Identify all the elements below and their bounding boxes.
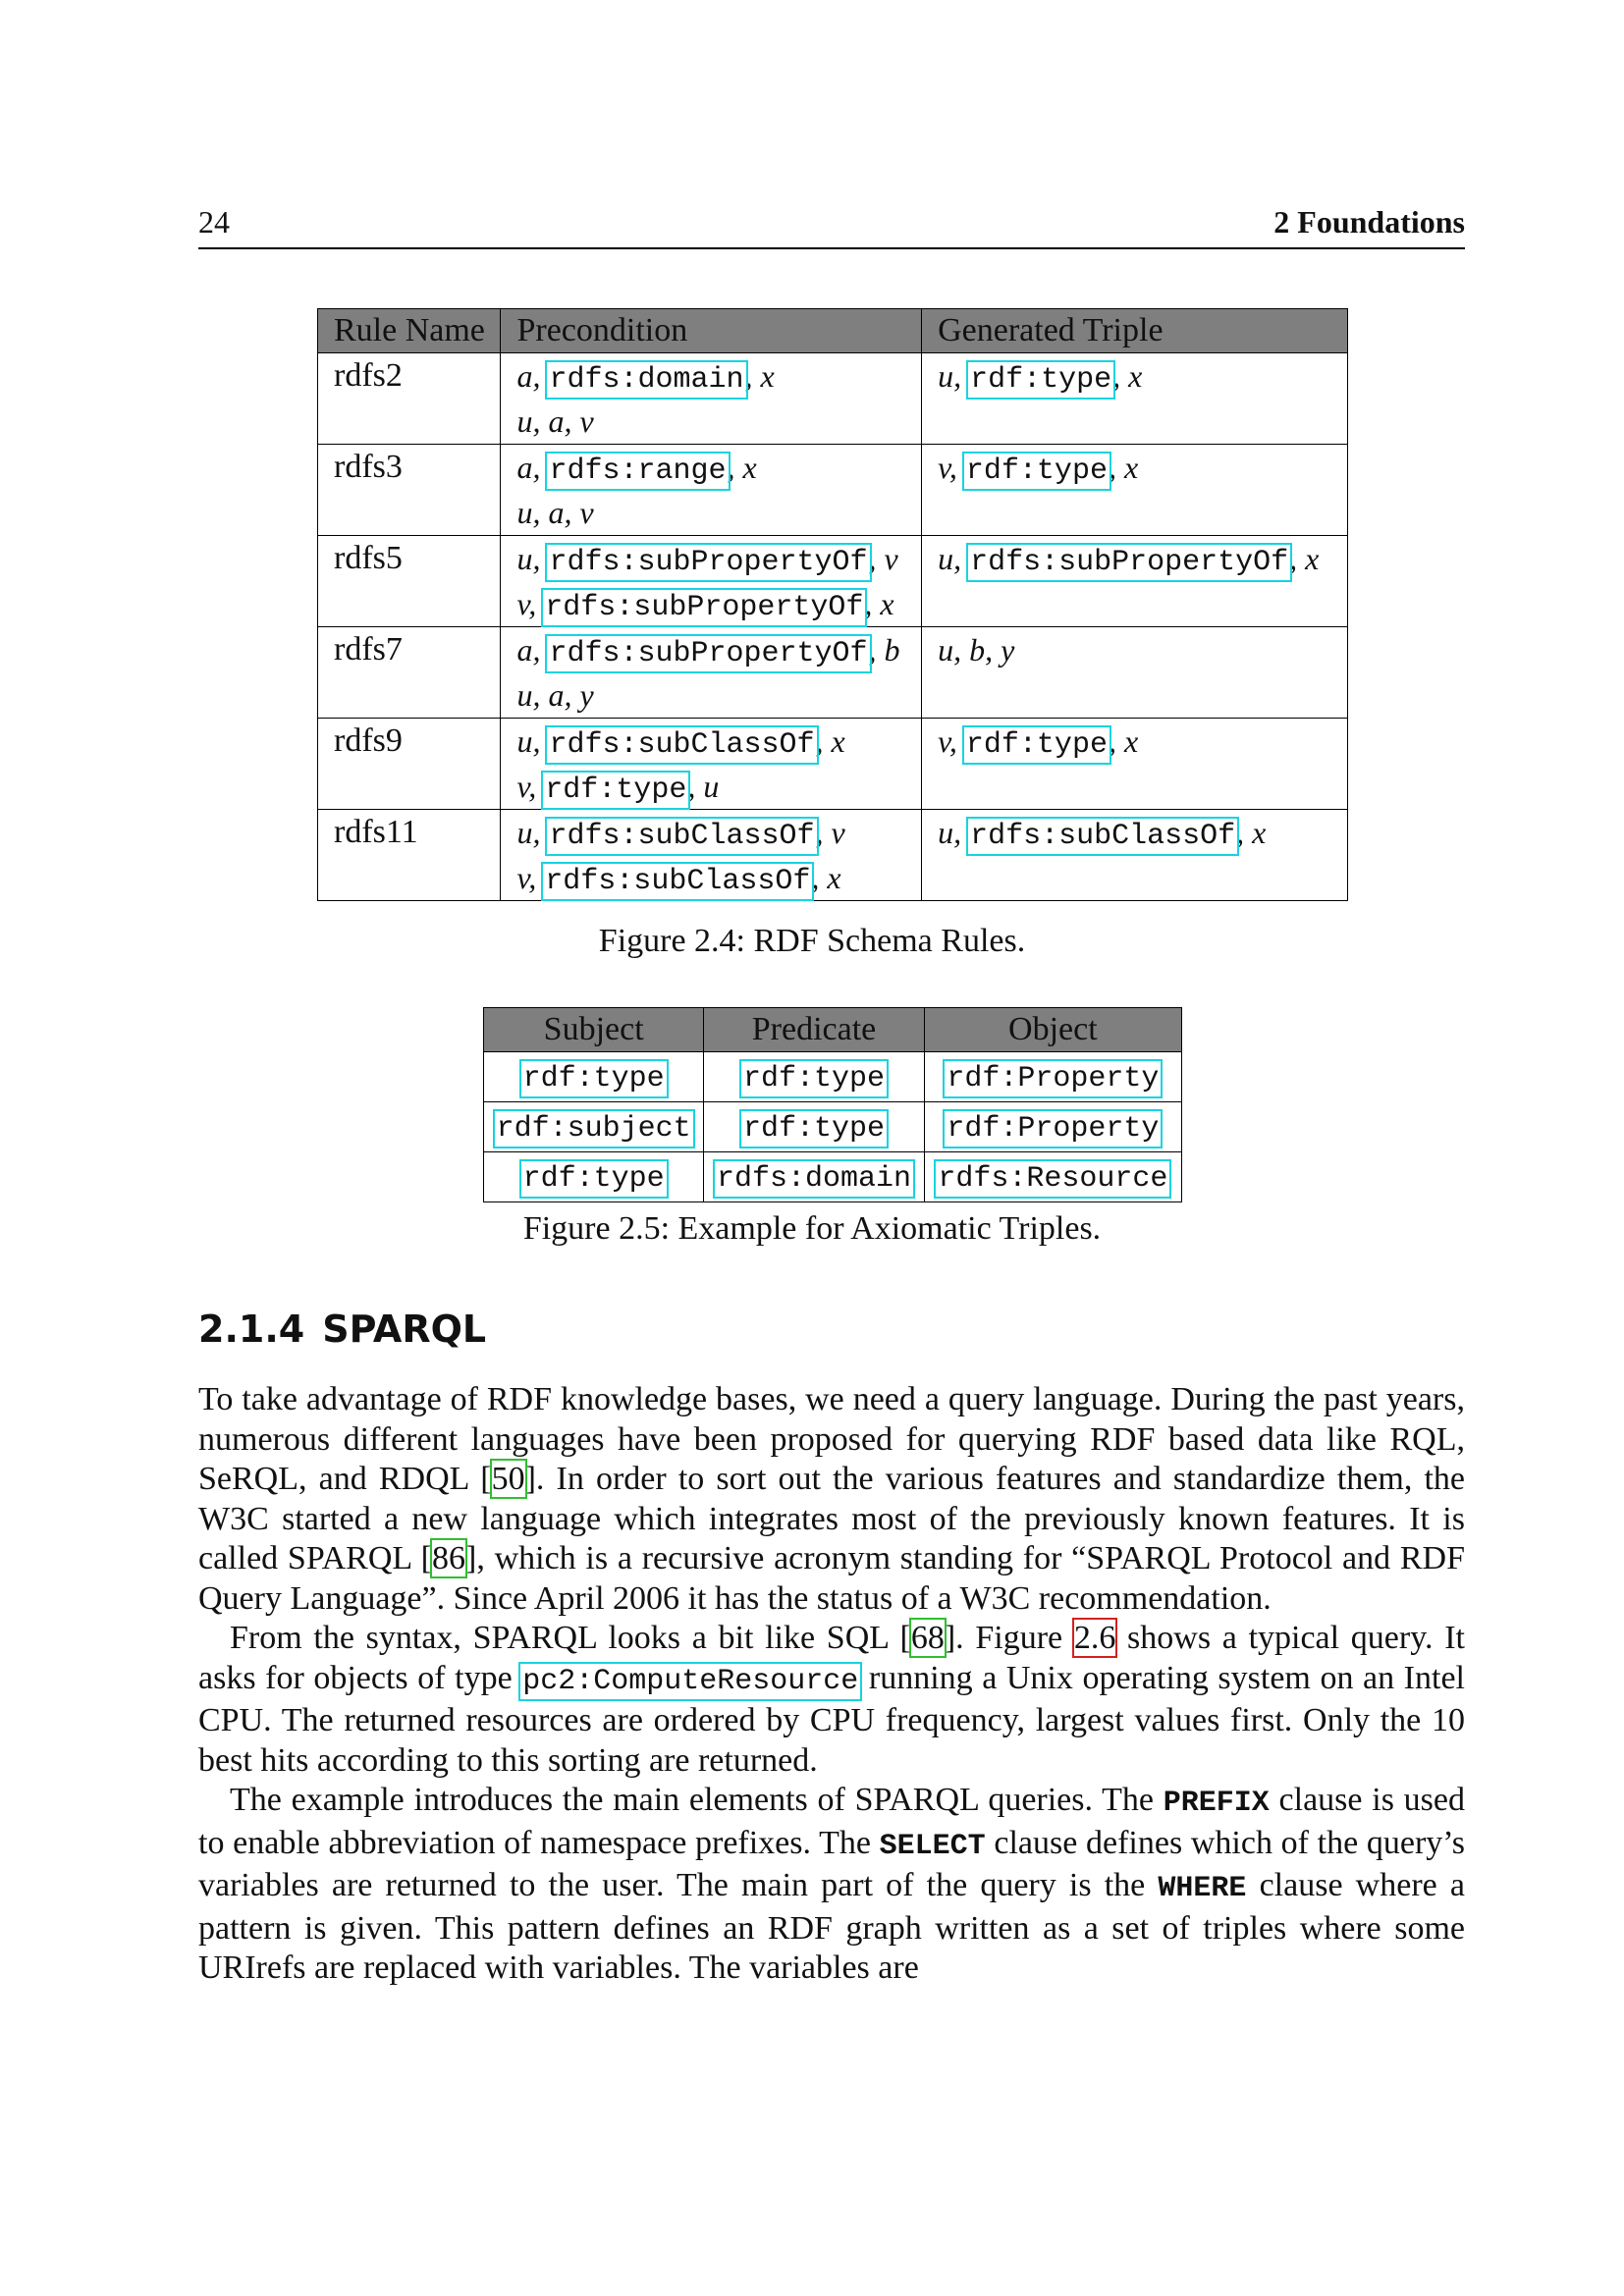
math-text: , x — [1236, 815, 1267, 850]
triple-line — [516, 445, 921, 490]
rule-name: rdfs11 — [334, 814, 418, 850]
triple-line — [938, 445, 1347, 490]
rule-name-cell — [318, 627, 501, 719]
table-header-row — [318, 309, 1348, 353]
table-cell — [924, 1152, 1181, 1202]
rule-name: rdfs9 — [334, 722, 403, 759]
math-text: , v — [868, 541, 898, 576]
text-run: clause is used to enable abbreviation of namespace prefixes. The — [198, 1782, 1465, 1861]
generated-triple-cell — [922, 536, 1348, 627]
code-term: rdf:Property — [947, 1112, 1160, 1146]
math-text: a, — [516, 632, 549, 667]
math-text: , x — [811, 860, 841, 895]
math-text: v, — [516, 586, 545, 621]
math-text: , x — [864, 586, 894, 621]
triple-line — [516, 536, 921, 581]
math-text: , v — [815, 815, 845, 850]
body-text — [198, 1380, 1465, 1989]
table-cell — [704, 1102, 924, 1152]
math-text: , x — [1289, 541, 1320, 576]
keyword: SELECT — [879, 1829, 986, 1863]
code-term: rdfs:domain — [549, 363, 744, 397]
math-text: u, b, y — [938, 632, 1015, 667]
column-header: Predicate — [704, 1008, 924, 1052]
math-text: u, — [516, 723, 549, 759]
text-run: shows a typical query. It asks for objects of type — [198, 1620, 1465, 1696]
rule-name-cell — [318, 353, 501, 445]
page-header — [198, 204, 1465, 249]
table-row — [484, 1052, 1182, 1102]
page-number: 24 — [198, 204, 230, 240]
math-text: u, — [516, 541, 549, 576]
triple-line — [938, 719, 1347, 764]
paragraph — [198, 1619, 1465, 1781]
table-row — [484, 1152, 1182, 1202]
code-term: pc2:ComputeResource — [522, 1664, 859, 1698]
column-header: Rule Name — [318, 309, 501, 353]
code-term: rdfs:subPropertyOf — [549, 637, 868, 670]
precondition-cell — [501, 627, 922, 719]
section-number: 2.1.4 — [198, 1308, 305, 1351]
rule-name: rdfs5 — [334, 540, 403, 576]
math-text: u, a, y — [516, 677, 594, 713]
chapter-title: 2 Foundations — [1273, 204, 1465, 240]
math-text: , u — [687, 769, 720, 804]
text-run: To take advantage of RDF knowledge bases, we need a query language. During the past years, numerous different languages have been proposed for querying RDF based data like RQL, SeRQL, and RDQL [ — [198, 1381, 1465, 1497]
triple-line — [516, 627, 921, 672]
code-term: rdf:subject — [496, 1112, 691, 1146]
code-term: rdf:type — [743, 1062, 886, 1095]
code-term: rdfs:subPropertyOf — [545, 591, 864, 624]
text-run: ]. Figure — [944, 1620, 1074, 1656]
table-header-row — [484, 1008, 1182, 1052]
precondition-cell — [501, 810, 922, 901]
triple-line — [516, 855, 921, 900]
triple-line — [516, 764, 921, 809]
table-row — [318, 627, 1348, 719]
section-title: SPARQL — [322, 1308, 487, 1351]
citation-link[interactable]: 86 — [432, 1540, 465, 1576]
figure-caption: Figure 2.5: Example for Axiomatic Triples. — [522, 1210, 1102, 1247]
math-text: u, — [938, 358, 970, 394]
code-term: rdfs:subPropertyOf — [549, 546, 868, 579]
triple-line — [938, 536, 1347, 581]
math-text: a, — [516, 450, 549, 485]
rule-name-cell — [318, 719, 501, 810]
triple-line — [938, 353, 1347, 399]
text-run: ]. In order to sort out the various features and standardize them, the W3C started a new language which integrates most of the previously known features. It is called SPARQL [ — [198, 1461, 1465, 1576]
column-header: Generated Triple — [922, 309, 1348, 353]
citation-link[interactable]: 68 — [910, 1620, 945, 1656]
generated-triple-cell — [922, 719, 1348, 810]
triple-line — [516, 672, 921, 718]
code-term: rdfs:subPropertyOf — [970, 546, 1289, 579]
math-text: u, — [516, 815, 549, 850]
text-run: From the syntax, SPARQL looks a bit like SQL [ — [230, 1620, 911, 1656]
table-cell — [924, 1102, 1181, 1152]
column-header: Object — [924, 1008, 1181, 1052]
triple-line — [516, 581, 921, 626]
table-row — [318, 719, 1348, 810]
math-text: u, a, v — [516, 403, 594, 439]
table-row — [318, 810, 1348, 901]
figure-caption: Figure 2.4: RDF Schema Rules. — [598, 923, 1026, 959]
triple-line — [938, 810, 1347, 855]
precondition-cell — [501, 353, 922, 445]
math-text: , x — [1108, 450, 1139, 485]
paragraph — [198, 1781, 1465, 1989]
text-run: ], which is a recursive acronym standing for “SPARQL Protocol and RDF Query Language”. Since April 2006 it has the status of a W3C recommendation. — [198, 1540, 1465, 1617]
code-term: rdfs:range — [549, 454, 727, 488]
table-row — [318, 536, 1348, 627]
generated-triple-cell — [922, 810, 1348, 901]
math-text: v, — [938, 723, 965, 759]
code-term: rdf:type — [522, 1062, 665, 1095]
rule-name: rdfs3 — [334, 449, 403, 485]
precondition-cell — [501, 719, 922, 810]
code-term: rdf:type — [970, 363, 1112, 397]
code-term: rdf:type — [965, 454, 1108, 488]
code-term: rdfs:subClassOf — [545, 865, 811, 898]
math-text: , x — [815, 723, 845, 759]
code-term: rdfs:subClassOf — [549, 728, 815, 762]
table-cell — [484, 1152, 704, 1202]
citation-link[interactable]: 50 — [491, 1461, 525, 1497]
table-row — [318, 445, 1348, 536]
math-text: u, — [938, 815, 970, 850]
figure-reference-link[interactable]: 2.6 — [1073, 1620, 1116, 1656]
code-term: rdf:Property — [947, 1062, 1160, 1095]
precondition-cell — [501, 536, 922, 627]
math-text: u, a, v — [516, 495, 594, 530]
table-cell — [484, 1052, 704, 1102]
generated-triple-cell — [922, 445, 1348, 536]
table-cell — [704, 1052, 924, 1102]
math-text: v, — [516, 860, 545, 895]
triple-line — [516, 399, 921, 444]
math-text: , x — [1112, 358, 1143, 394]
rule-name-cell — [318, 445, 501, 536]
text-run: clause defines which of the query’s variables are returned to the user. The main part of the query is the — [198, 1824, 1465, 1903]
math-text: v, — [938, 450, 965, 485]
axiomatic-triples-table — [483, 1007, 1182, 1202]
math-text: , x — [744, 358, 775, 394]
generated-triple-cell — [922, 353, 1348, 445]
keyword: PREFIX — [1163, 1787, 1270, 1820]
rule-name-cell — [318, 810, 501, 901]
rule-name-cell — [318, 536, 501, 627]
keyword: WHERE — [1158, 1872, 1247, 1905]
rule-name: rdfs7 — [334, 631, 403, 667]
triple-line — [516, 719, 921, 764]
math-text: u, — [938, 541, 970, 576]
paragraph — [198, 1380, 1465, 1619]
table-row — [318, 353, 1348, 445]
text-run: clause where a pattern is given. This pattern defines an RDF graph written as a set of triples where some URIrefs are replaced with variables. The variables are — [198, 1867, 1465, 1986]
table-cell — [924, 1052, 1181, 1102]
code-term: rdfs:domain — [716, 1162, 912, 1196]
code-term: rdfs:subClassOf — [549, 820, 815, 853]
precondition-cell — [501, 445, 922, 536]
math-text: a, — [516, 358, 549, 394]
code-term: rdf:type — [522, 1162, 665, 1196]
triple-line — [938, 627, 1347, 672]
code-term: rdfs:Resource — [938, 1162, 1168, 1196]
code-term: rdf:type — [965, 728, 1108, 762]
table-cell — [704, 1152, 924, 1202]
code-term: rdfs:subClassOf — [970, 820, 1236, 853]
generated-triple-cell — [922, 627, 1348, 719]
section-heading — [198, 1308, 486, 1351]
triple-line — [516, 810, 921, 855]
text-run: running a Unix operating system on an Intel CPU. The returned resources are ordered by CPU frequency, largest values first. Only the 10 best hits according to this sorting are returned. — [198, 1659, 1465, 1779]
column-header: Subject — [484, 1008, 704, 1052]
triple-line — [516, 490, 921, 535]
column-header: Precondition — [501, 309, 922, 353]
text-run: The example introduces the main elements of SPARQL queries. The — [230, 1782, 1164, 1818]
math-text: , x — [727, 450, 757, 485]
code-term: rdf:type — [743, 1112, 886, 1146]
math-text: , x — [1108, 723, 1139, 759]
table-cell — [484, 1102, 704, 1152]
rdf-schema-rules-table — [317, 308, 1348, 901]
code-term: rdf:type — [545, 774, 687, 807]
triple-line — [516, 353, 921, 399]
math-text: v, — [516, 769, 545, 804]
table-row — [484, 1102, 1182, 1152]
rule-name: rdfs2 — [334, 357, 403, 394]
math-text: , b — [868, 632, 900, 667]
